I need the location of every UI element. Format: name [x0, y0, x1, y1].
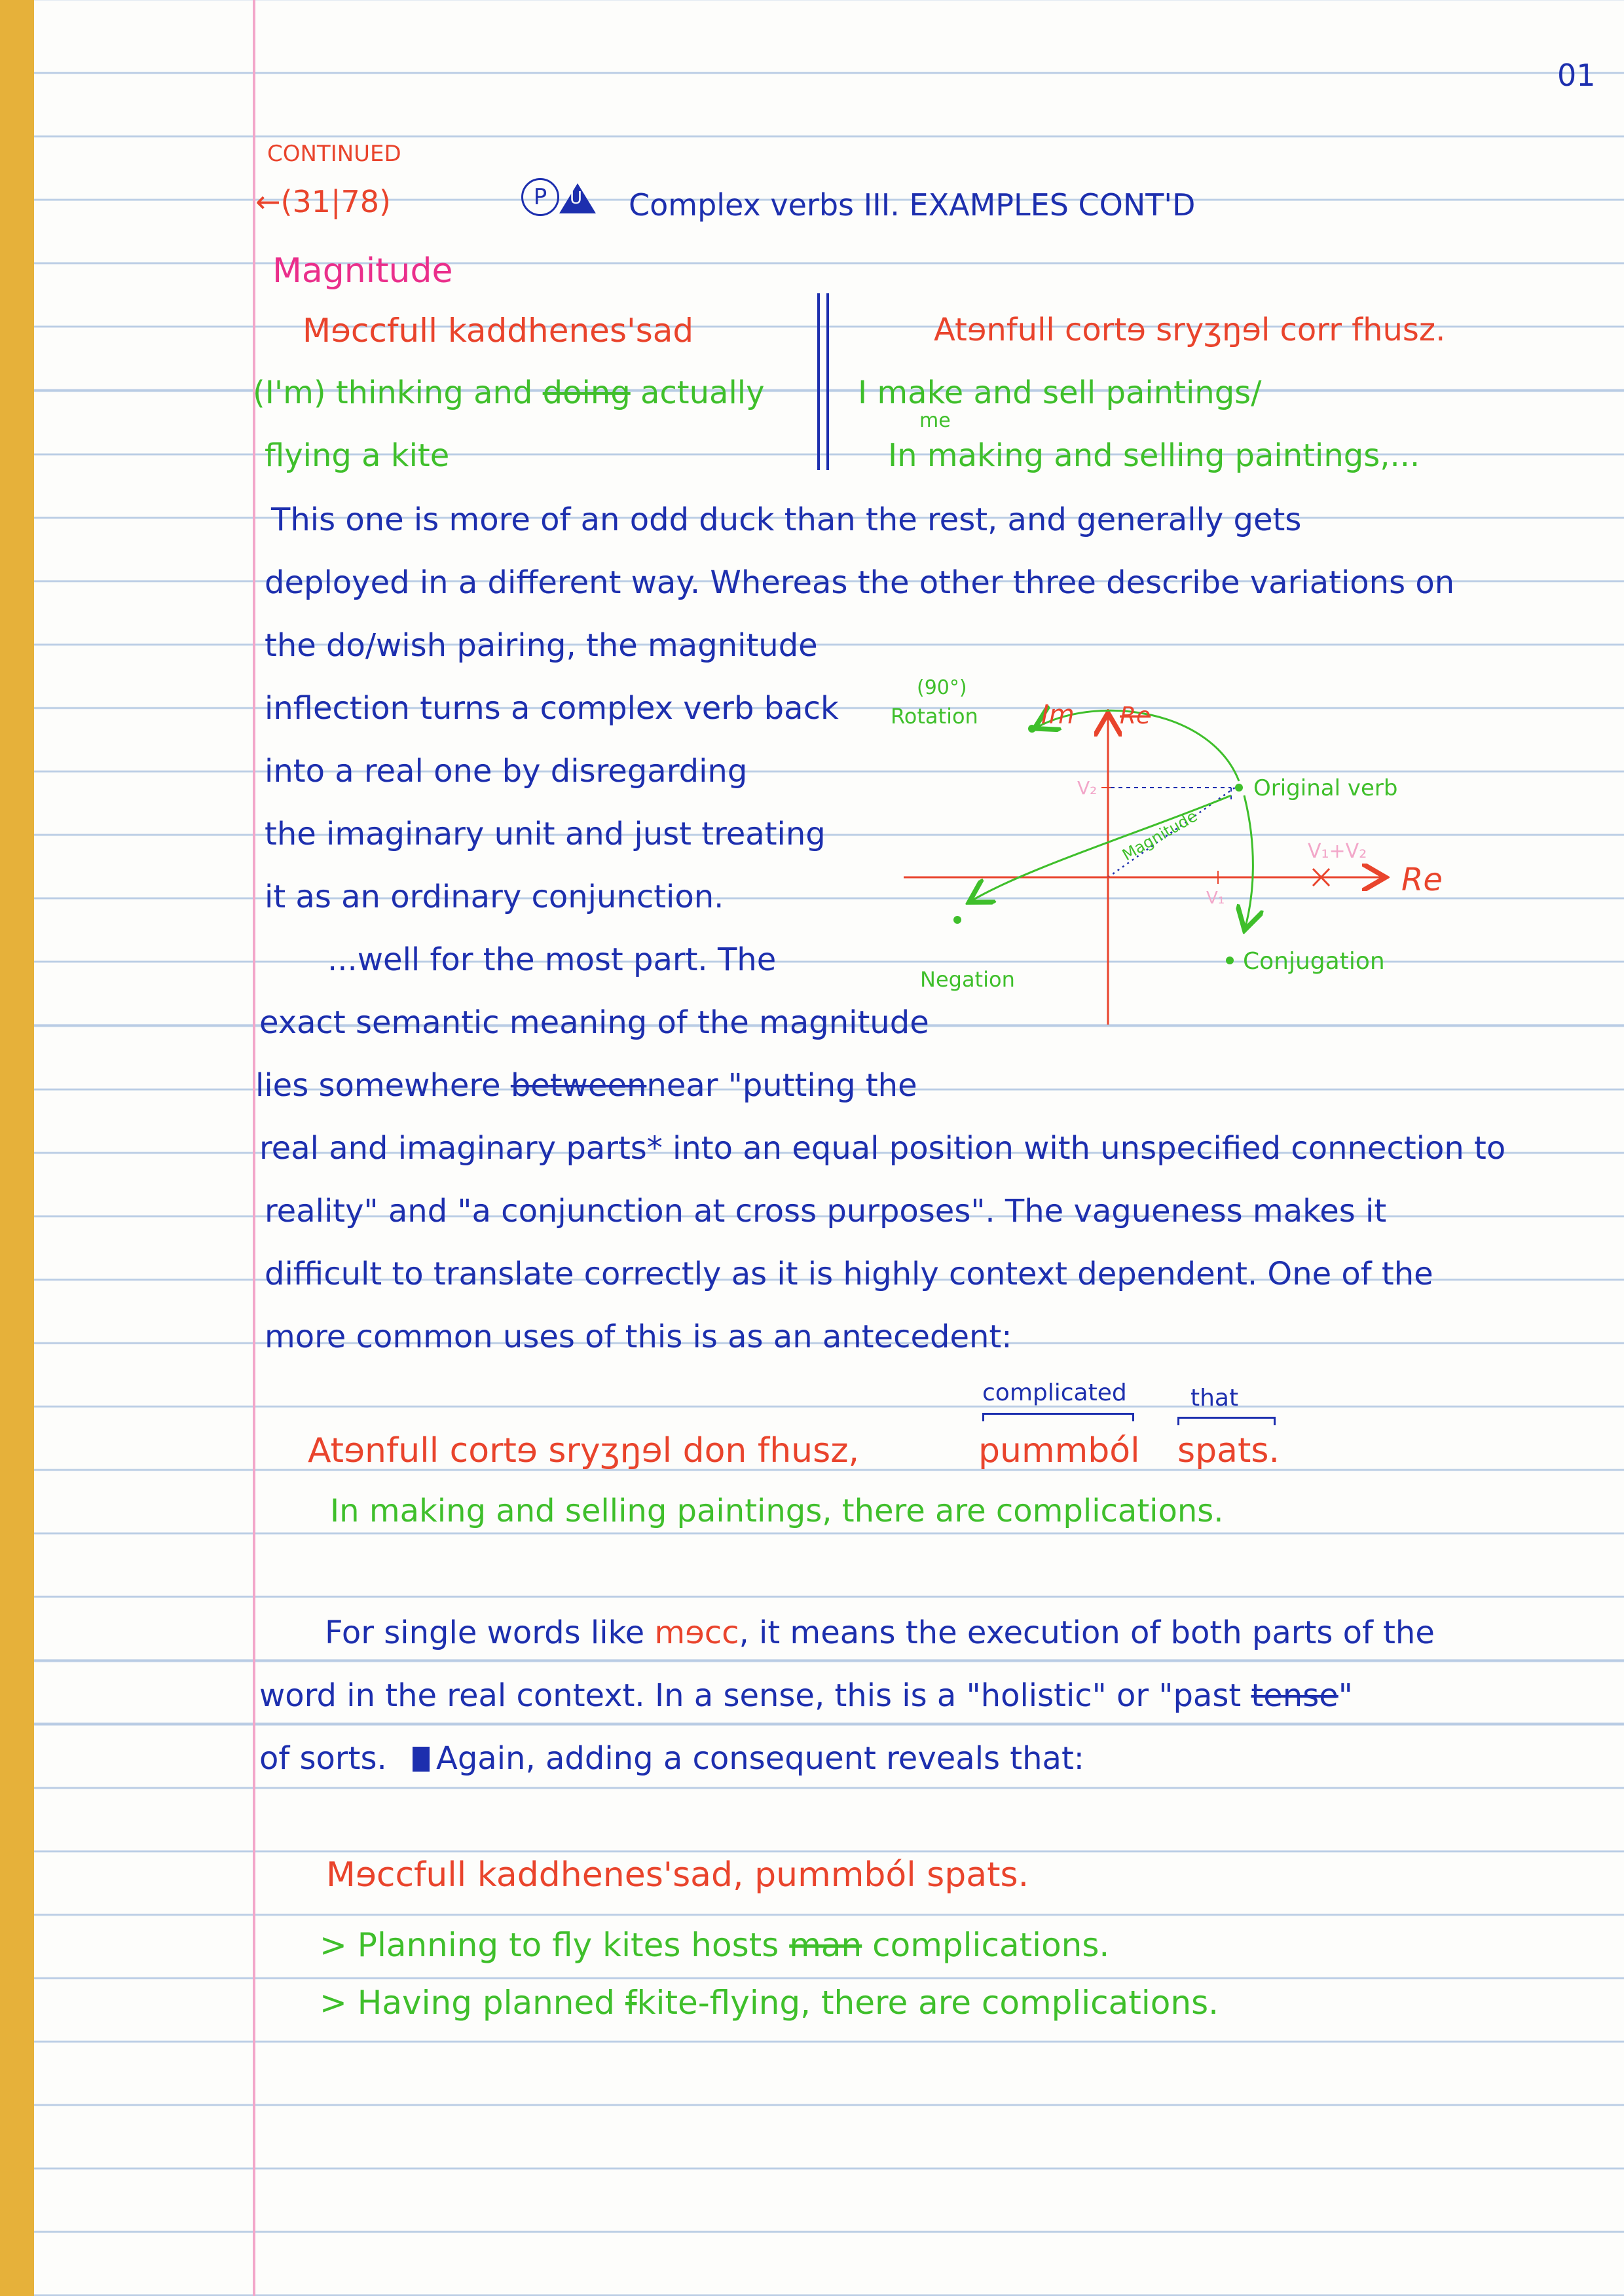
example3-line1-suffix: complications. — [872, 1926, 1110, 1964]
example-divider-1 — [817, 293, 820, 470]
para1-line-2: deployed in a different way. Whereas the other three describe variations on — [265, 564, 1455, 601]
para2-line-2-text: word in the real context. In a sense, this is a "holistic" or "past — [259, 1677, 1242, 1714]
v1-plus-v2-label: V₁+V₂ — [1308, 840, 1367, 863]
example2-word-complicated: pummból — [978, 1431, 1140, 1470]
page-number: 01 — [1557, 58, 1596, 93]
example3-translation-1 — [320, 1926, 1110, 1964]
para2-line-1 — [325, 1614, 1435, 1651]
para1-line-5: into a real one by disregarding — [265, 753, 748, 790]
para2-line-1-start: For single words like — [325, 1614, 645, 1651]
section-heading: Magnitude — [272, 251, 453, 291]
badge-p: P — [521, 178, 559, 216]
continued-label: CONTINUED — [267, 141, 401, 167]
example3-line2-struck: f — [625, 1984, 637, 2022]
example3-line1-struck: man — [789, 1926, 862, 1964]
re-axis-label: Re — [1401, 862, 1443, 898]
para2-line-3-end: Again, adding a consequent reveals that: — [435, 1740, 1084, 1777]
rotation-point — [1028, 725, 1036, 733]
para1-line-8: ...well for the most part. The — [327, 941, 777, 978]
example1-left-conlang: Mɘccfull kaddhenes'sad — [303, 312, 694, 350]
binder-edge — [0, 0, 34, 2296]
para1-line-14: more common uses of this is as an antecedent: — [265, 1319, 1012, 1355]
original-verb-label: Original verb — [1253, 775, 1398, 801]
complex-plane-diagram — [891, 665, 1493, 1064]
para1-line-1: This one is more of an odd duck than the rest, and generally gets — [271, 501, 1302, 538]
para1-line-11: real and imaginary parts* into an equal position with unspecified connection to — [259, 1130, 1506, 1167]
para1-line-10-struck: between — [510, 1067, 647, 1104]
negation-point — [953, 916, 961, 924]
magnitude-label: Magnitude — [1119, 807, 1201, 865]
example2-conlang: Atɘnfull cortɘ sryʒŋɘl don fhusz, — [308, 1431, 860, 1470]
example1-left-line1-suffix: actually — [640, 374, 765, 411]
para2-line-2-struck: tense — [1251, 1677, 1338, 1714]
para1-line-4: inflection turns a complex verb back — [265, 690, 839, 727]
page-title: Complex verbs III. EXAMPLES CONT'D — [629, 187, 1196, 223]
example3-conlang: Mɘccfull kaddhenes'sad, pummból spats. — [326, 1855, 1029, 1895]
example2-gloss-bracket-1 — [982, 1413, 1134, 1421]
example1-right-translation-1: I make and sell paintings/ — [858, 374, 1262, 411]
scribble-mark — [413, 1747, 430, 1772]
example1-right-translation-2: In making and selling paintings,... — [888, 437, 1420, 474]
original-verb-point — [1235, 784, 1243, 792]
negation-label: Negation — [920, 967, 1015, 992]
example1-right-insert: me — [919, 409, 951, 432]
para2-line-3-start: of sorts. — [259, 1740, 387, 1777]
v1-label: V₁ — [1206, 888, 1225, 908]
badge-u: U — [570, 189, 583, 208]
example3-line1-prefix: > Planning to fly kites hosts — [320, 1926, 779, 1964]
example1-left-translation-2: flying a kite — [265, 437, 450, 474]
example2-gloss-bracket-2 — [1177, 1417, 1276, 1425]
para1-line-6: the imaginary unit and just treating — [265, 816, 826, 852]
example3-line2-suffix: kite-flying, there are complications. — [637, 1984, 1219, 2022]
im-axis-struck-label: Re — [1120, 702, 1151, 729]
example2-gloss-complicated: complicated — [982, 1379, 1127, 1406]
para2-line-2-quote: " — [1338, 1677, 1353, 1714]
v2-label: V₂ — [1077, 777, 1098, 799]
para1-line-12: reality" and "a conjunction at cross purposes". The vagueness makes it — [265, 1193, 1387, 1230]
para1-line-10 — [255, 1067, 917, 1104]
conjugation-label: Conjugation — [1243, 948, 1385, 975]
example1-left-translation-1 — [253, 374, 765, 411]
para1-line-10-suffix: near "putting the — [646, 1067, 917, 1104]
example1-right-conlang: Atɘnfull cortɘ sryʒŋɘl corr fhusz. — [934, 312, 1446, 348]
para2-line-2 — [259, 1677, 1353, 1714]
conjugation-point — [1226, 957, 1234, 964]
para1-line-7: it as an ordinary conjunction. — [265, 879, 724, 915]
continued-reference: ←(31|78) — [255, 184, 391, 219]
para1-line-3: the do/wish pairing, the magnitude — [265, 627, 818, 664]
example3-line2-prefix: > Having planned — [320, 1984, 615, 2022]
example2-translation: In making and selling paintings, there are complications. — [330, 1493, 1224, 1529]
example2-word-that: spats. — [1177, 1431, 1280, 1470]
para1-line-10-prefix: lies somewhere — [255, 1067, 501, 1104]
rotation-angle-label: (90°) — [917, 676, 967, 699]
para1-line-13: difficult to translate correctly as it is highly context dependent. One of the — [265, 1256, 1433, 1292]
example2-gloss-that: that — [1190, 1385, 1239, 1412]
para2-word-macc: mɘcc — [654, 1614, 739, 1651]
example-divider-2 — [826, 293, 829, 470]
conjugation-arrow — [1244, 795, 1253, 926]
para1-line-9: exact semantic meaning of the magnitude — [259, 1004, 929, 1041]
rotation-label: Rotation — [891, 704, 978, 729]
example1-left-line1-struck: doing — [542, 374, 631, 411]
example3-translation-2 — [320, 1984, 1219, 2022]
para2-line-1-end: , it means the execution of both parts of the — [739, 1614, 1435, 1651]
im-axis-label: Im — [1041, 700, 1075, 730]
para2-line-3 — [259, 1740, 1084, 1777]
example1-left-line1-prefix: (I'm) thinking and — [253, 374, 533, 411]
margin-line — [253, 0, 255, 2296]
